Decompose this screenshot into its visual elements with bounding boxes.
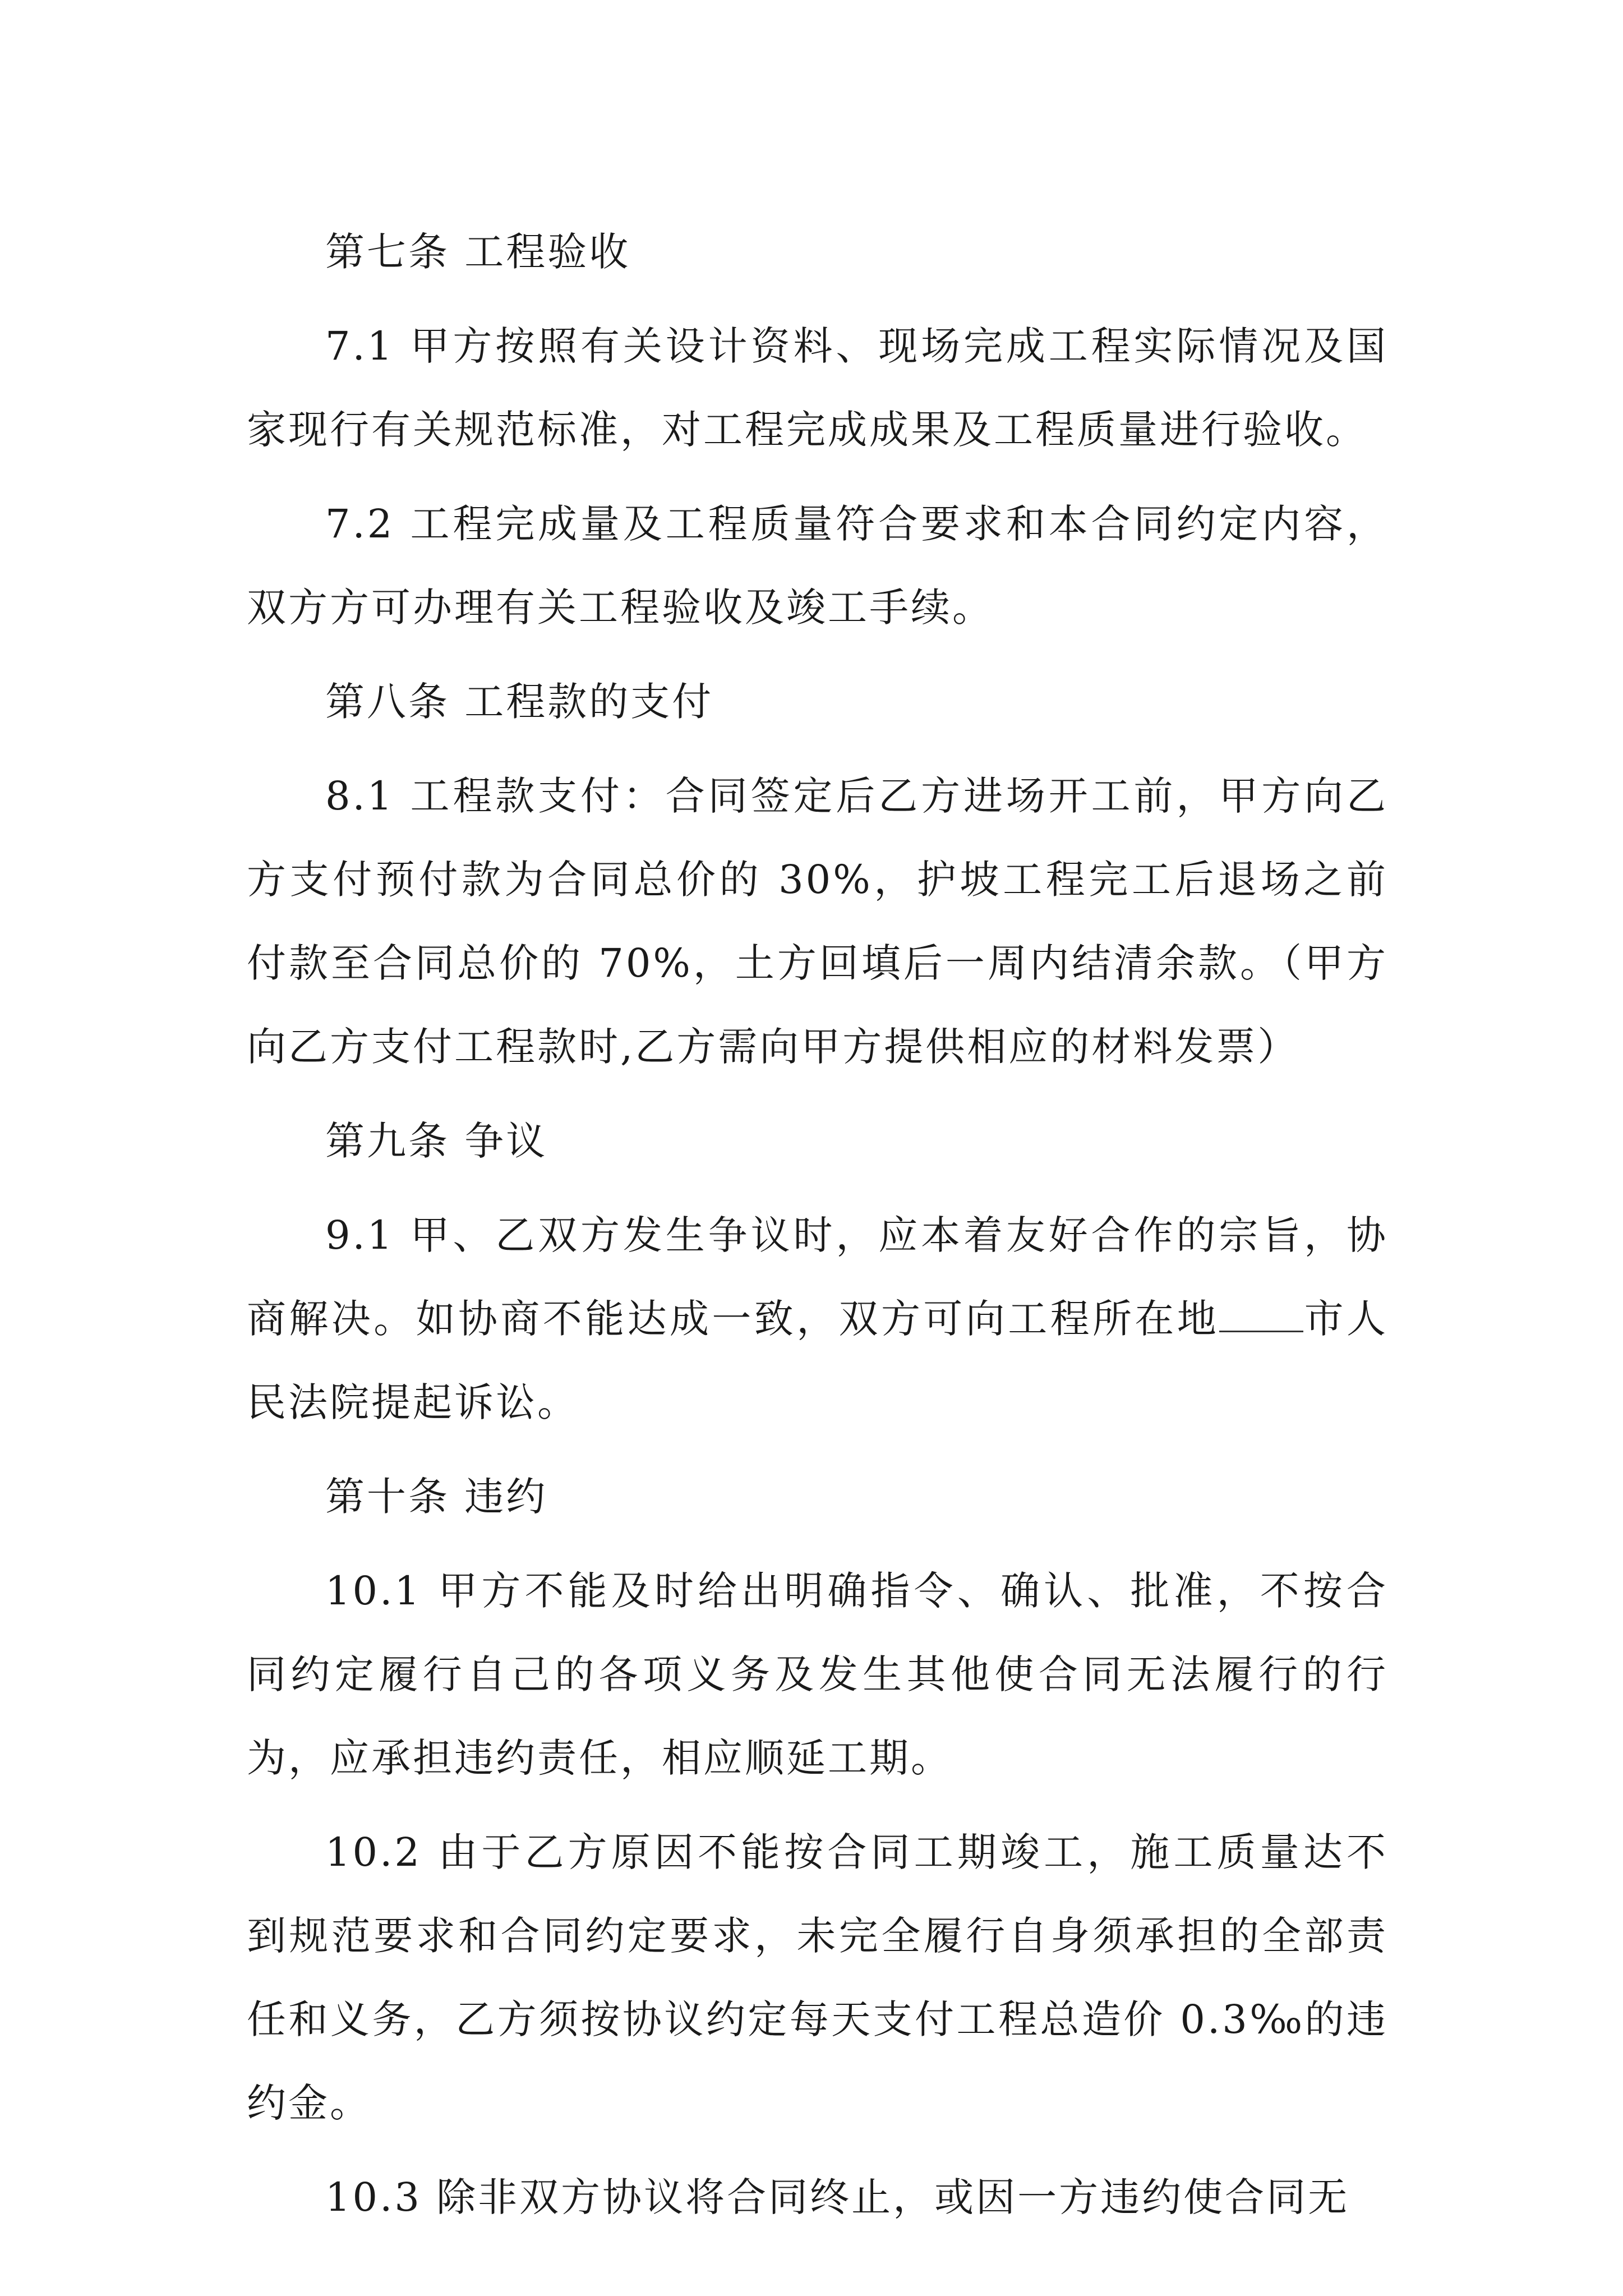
clause-9-1-text-before: 9.1 甲、乙双方发生争议时，应本着友好合作的宗旨，协商解决。如协商不能达成一致，双方可向工程所在地 [247,1212,1388,1342]
clause-9-1 [247,1194,1388,1444]
article-9-heading: 第九条 争议 [325,1118,548,1164]
article-8-heading: 第八条 工程款的支付 [325,679,714,725]
article-10-heading: 第十条 违约 [325,1474,548,1520]
clause-9-1-text-after: 市人民法院提起诉讼。 [247,1296,1389,1425]
clause-10-1: 10.1 甲方不能及时给出明确指令、确认、批准，不按合同约定履行自己的各项义务及发生其他使合同无法履行的行为，应承担违约责任，相应顺延工期。 [247,1568,1388,1781]
clause-7-1: 7.1 甲方按照有关设计资料、现场完成工程实际情况及国家现行有关规范标准，对工程完成成果及工程质量进行验收。 [247,323,1388,453]
clause-7-2: 7.2 工程完成量及工程质量符合要求和本合同约定内容，双方方可办理有关工程验收及竣工手续。 [247,501,1388,631]
clause-10-3: 10.3 除非双方协议将合同终止，或因一方违约使合同无 [325,2174,1350,2220]
clause-10-2: 10.2 由于乙方原因不能按合同工期竣工，施工质量达不到规范要求和合同约定要求，未完全履行自身须承担的全部责任和义务，乙方须按协议约定每天支付工程总造价 0.3‰的违约金。 [247,1829,1388,2126]
fill-in-blank-line [1219,1297,1303,1332]
article-7-heading: 第七条 工程验收 [325,229,631,275]
document-body [247,210,1388,2250]
clause-8-1: 8.1 工程款支付：合同签定后乙方进场开工前，甲方向乙方支付预付款为合同总价的 30%，护坡工程完工后退场之前付款至合同总价的 70%，土方回填后一周内结清余款。（甲方向乙方支付工程款时,乙方需向甲方提供相应的材料发票） [247,773,1388,1070]
